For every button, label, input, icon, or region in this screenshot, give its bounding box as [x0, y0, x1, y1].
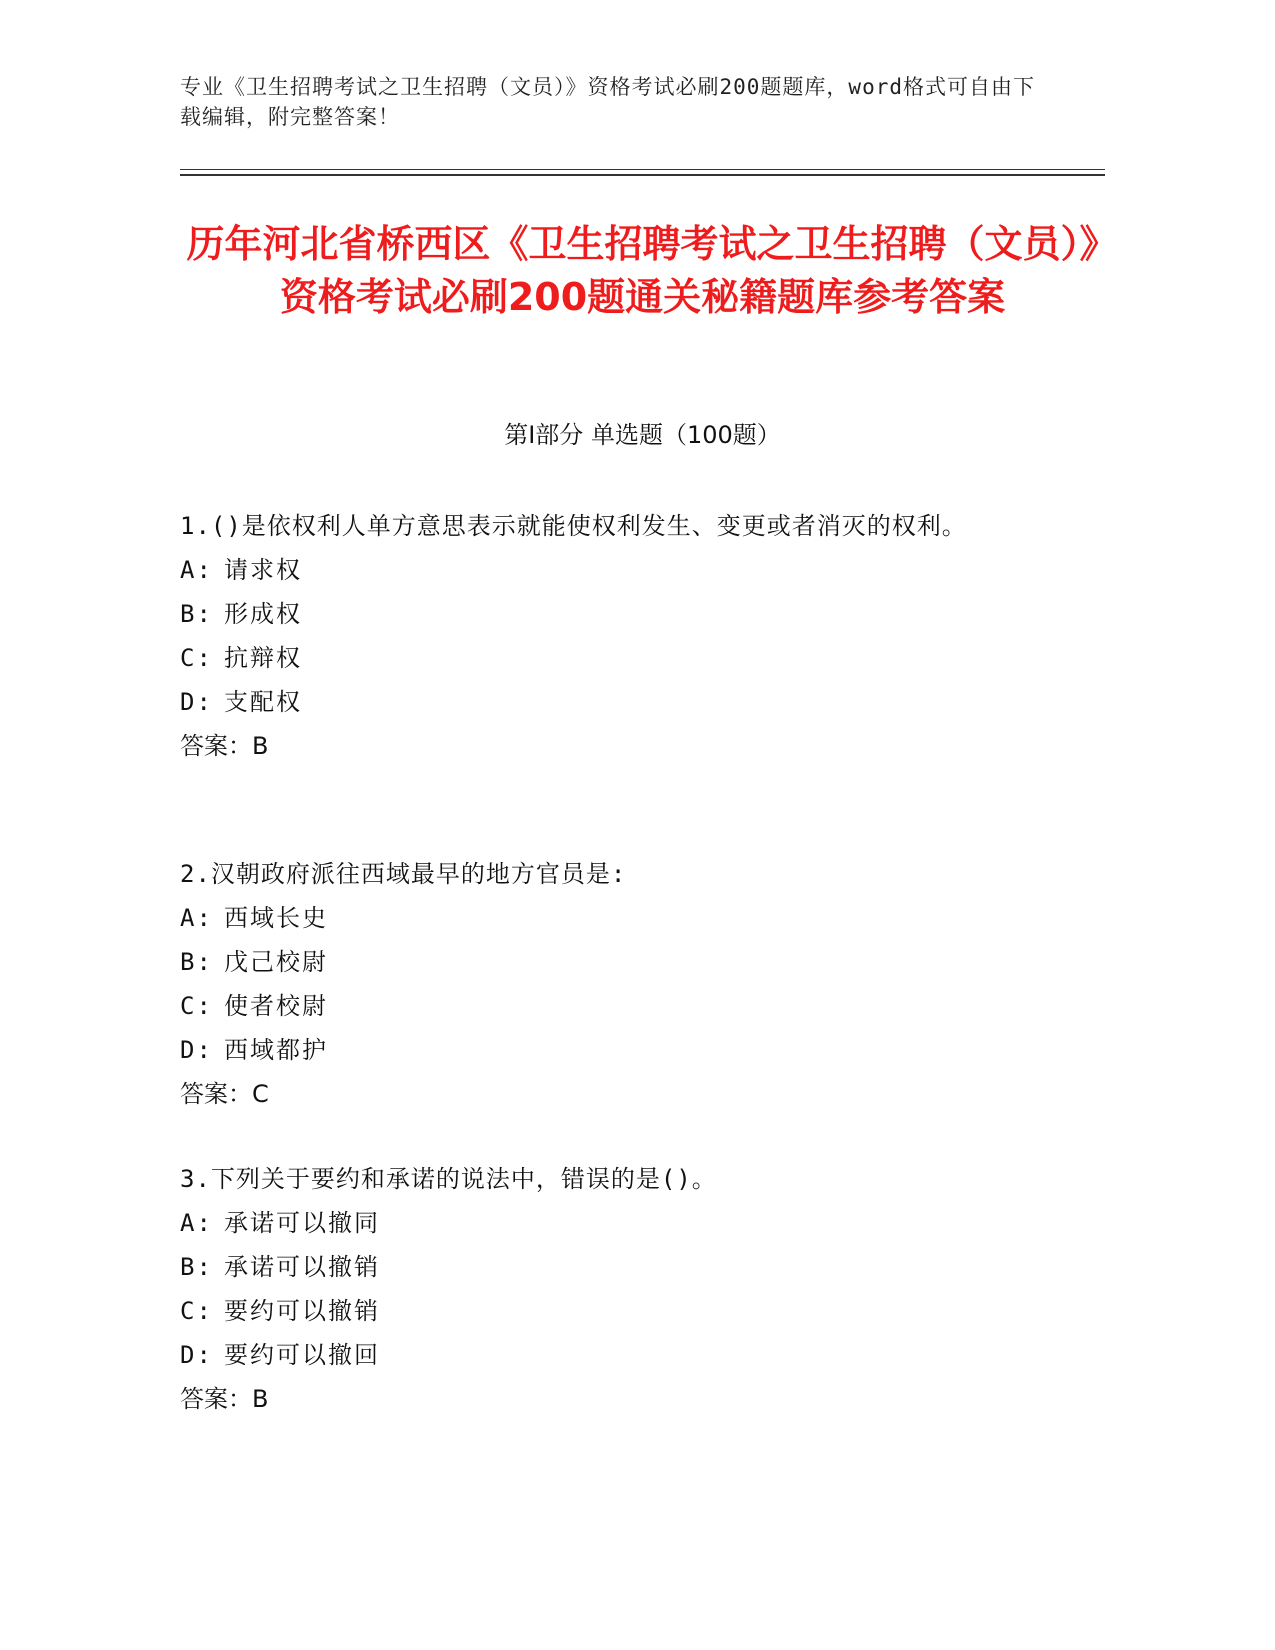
option-key: C:	[180, 992, 213, 1020]
answer: 答案：B	[180, 1385, 269, 1413]
option-text: 西域都护	[224, 1036, 328, 1064]
option-text: 要约可以撤销	[224, 1297, 380, 1325]
option-key: B:	[180, 600, 213, 628]
option-key: D:	[180, 688, 213, 716]
option-d	[180, 1333, 1040, 1377]
document-title: 历年河北省桥西区《卫生招聘考试之卫生招聘（文员）》资格考试必刷200题通关秘籍题库参考答案	[186, 222, 1099, 319]
option-c	[180, 636, 1040, 680]
option-key: A:	[180, 904, 213, 932]
option-text: 形成权	[224, 600, 302, 628]
option-a	[180, 1201, 1040, 1245]
question-2	[180, 852, 1040, 1116]
option-text: 要约可以撤回	[224, 1341, 380, 1369]
option-key: D:	[180, 1036, 213, 1064]
header-divider-thick	[180, 174, 1105, 176]
option-key: C:	[180, 1297, 213, 1325]
part-title: 第Ⅰ部分 单选题（100题）	[504, 421, 781, 449]
question-1	[180, 504, 1040, 768]
header-note: 专业《卫生招聘考试之卫生招聘（文员）》资格考试必刷200题题库，word格式可自由下载编辑，附完整答案！	[180, 75, 1035, 129]
option-c	[180, 1289, 1040, 1333]
option-text: 支配权	[224, 688, 302, 716]
option-a	[180, 896, 1040, 940]
option-key: D:	[180, 1341, 213, 1369]
option-key: A:	[180, 1209, 213, 1237]
option-d	[180, 1028, 1040, 1072]
question-3	[180, 1157, 1040, 1421]
header-divider-thin	[180, 169, 1105, 170]
question-stem: 3.下列关于要约和承诺的说法中，错误的是()。	[180, 1165, 717, 1193]
answer: 答案：B	[180, 732, 269, 760]
option-key: C:	[180, 644, 213, 672]
answer: 答案：C	[180, 1080, 269, 1108]
option-text: 承诺可以撤同	[224, 1209, 380, 1237]
option-b	[180, 592, 1040, 636]
question-stem: 2.汉朝政府派往西域最早的地方官员是:	[180, 860, 627, 888]
option-text: 戊己校尉	[224, 948, 328, 976]
option-text: 抗辩权	[224, 644, 302, 672]
option-key: A:	[180, 556, 213, 584]
option-a	[180, 548, 1040, 592]
option-b	[180, 1245, 1040, 1289]
question-stem: 1.()是依权利人单方意思表示就能使权利发生、变更或者消灭的权利。	[180, 512, 967, 540]
option-key: B:	[180, 1253, 213, 1281]
option-key: B:	[180, 948, 213, 976]
option-c	[180, 984, 1040, 1028]
option-text: 使者校尉	[224, 992, 328, 1020]
option-text: 承诺可以撤销	[224, 1253, 380, 1281]
option-b	[180, 940, 1040, 984]
option-d	[180, 680, 1040, 724]
option-text: 请求权	[224, 556, 302, 584]
option-text: 西域长史	[224, 904, 328, 932]
